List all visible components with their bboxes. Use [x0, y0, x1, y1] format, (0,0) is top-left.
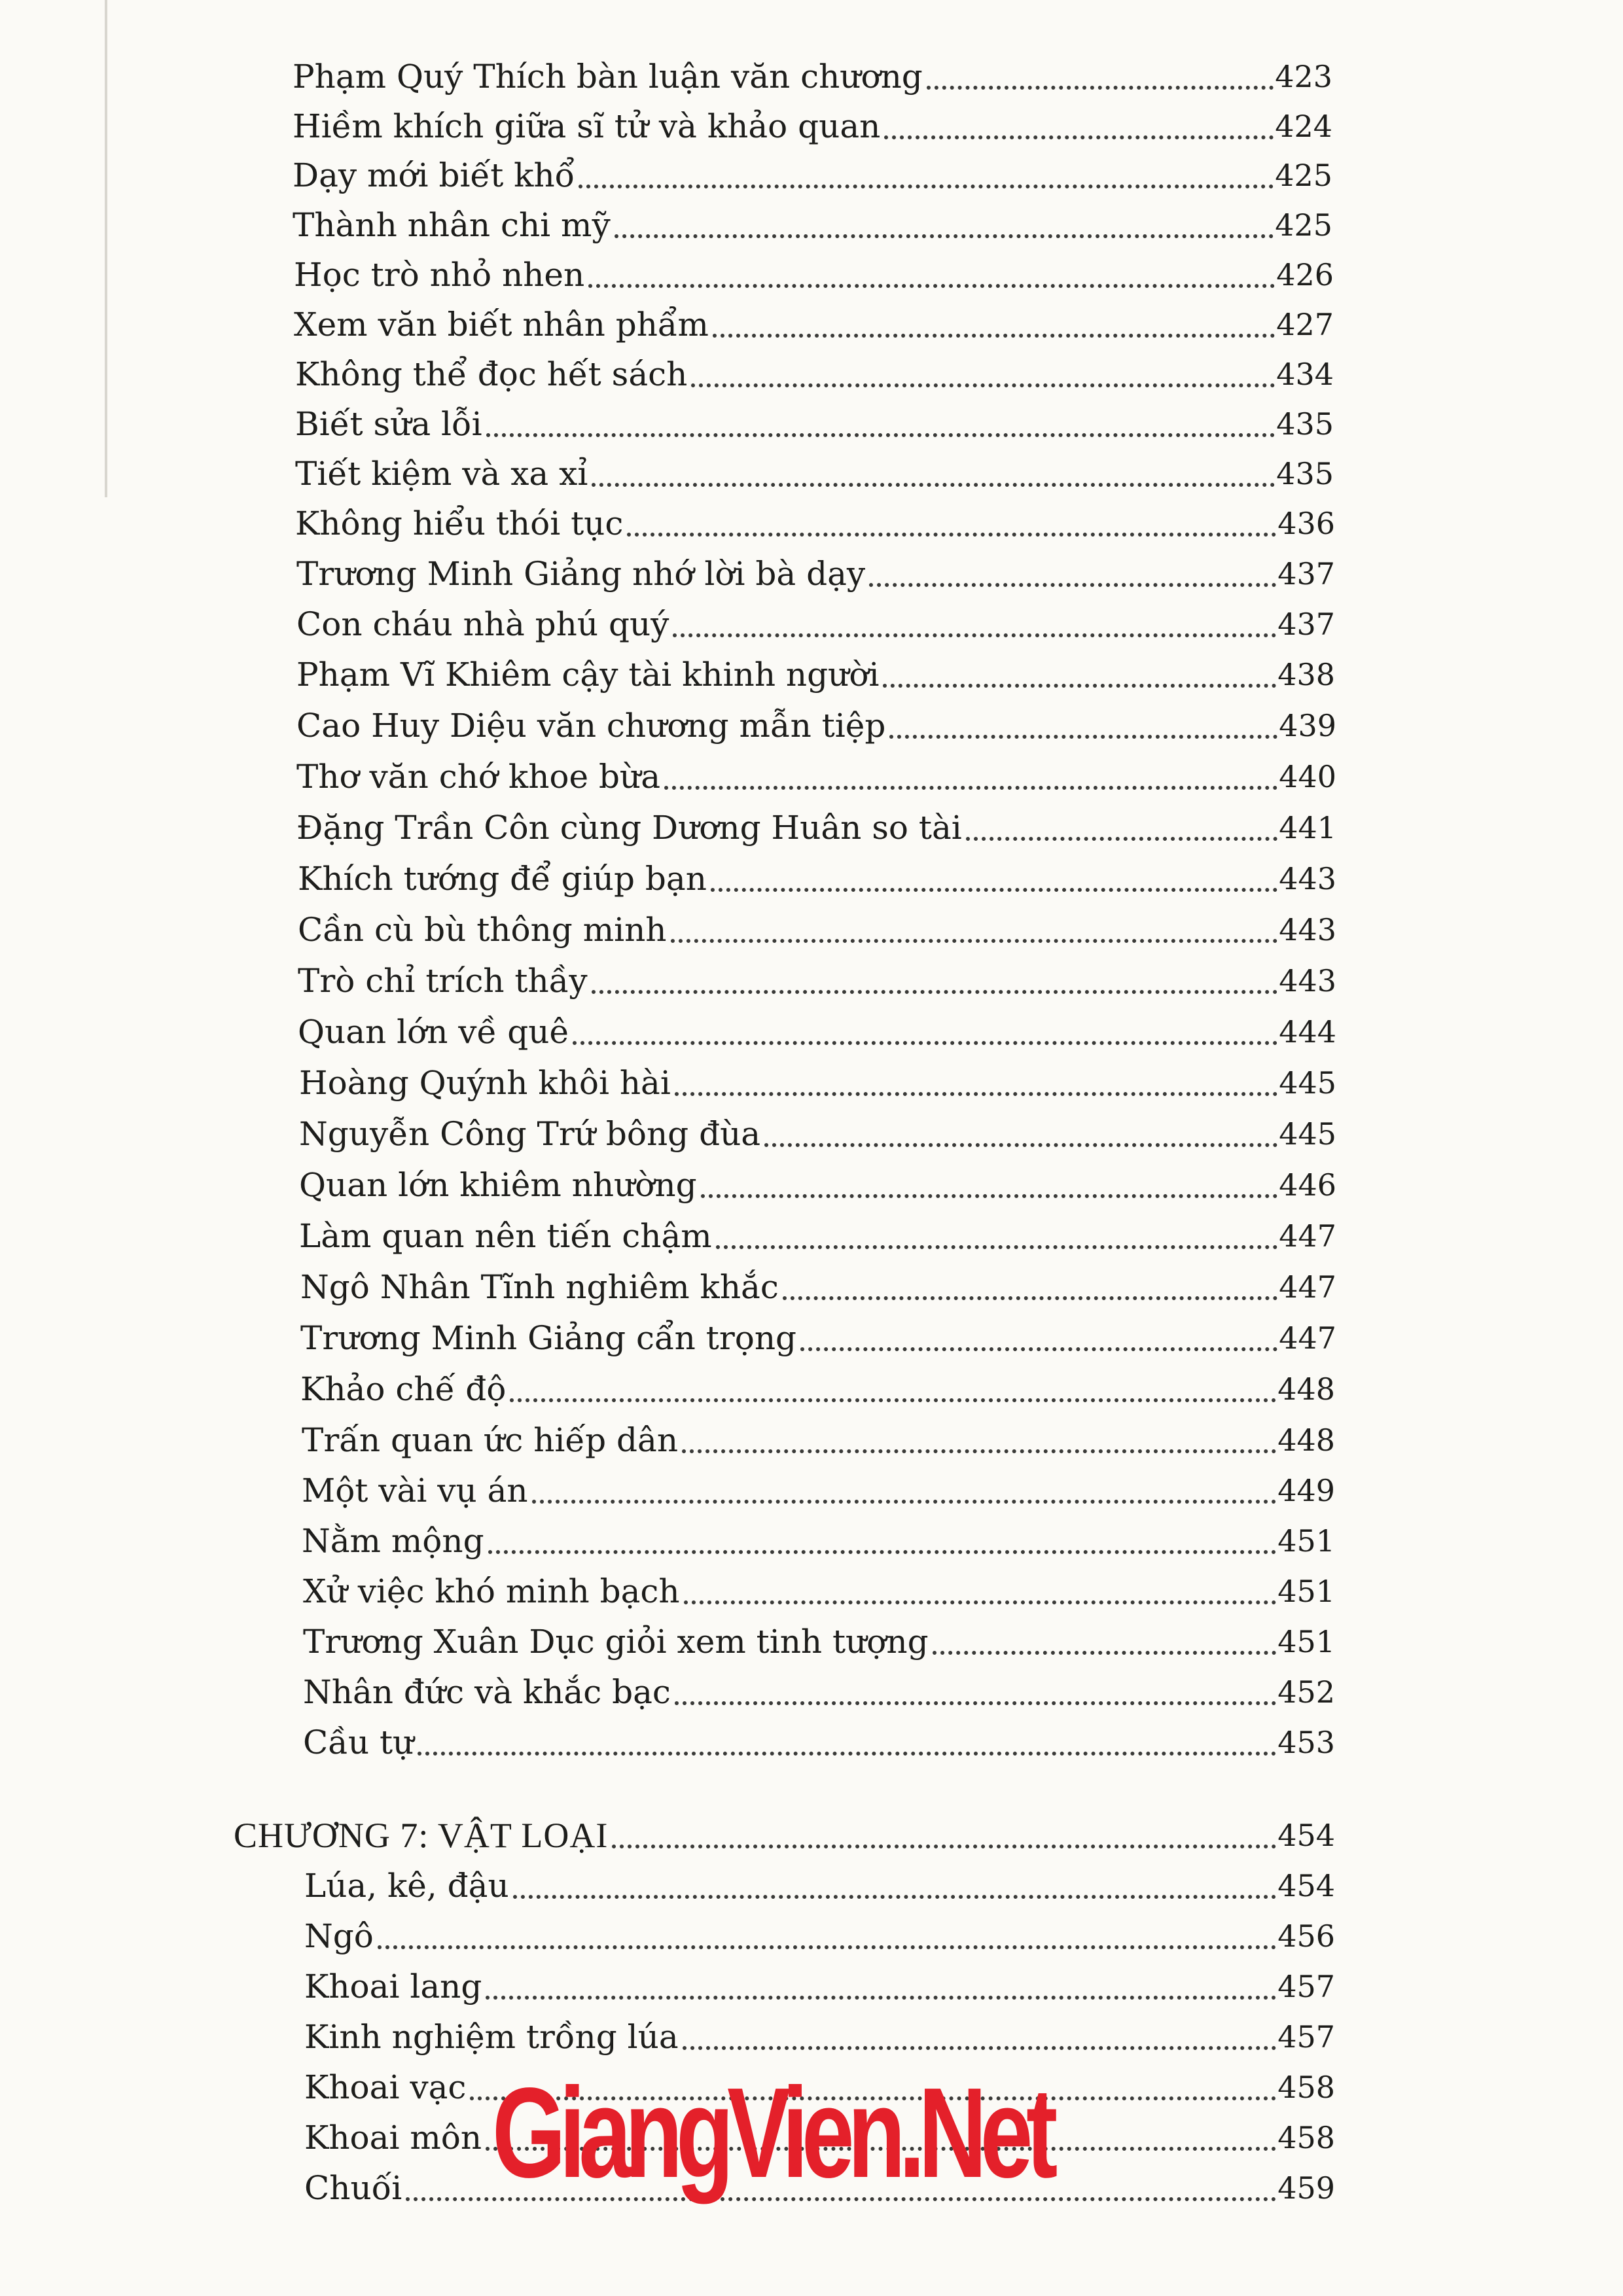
- dot-leader: [675, 1701, 1276, 1705]
- toc-entry[interactable]: [303, 1617, 1335, 1667]
- toc-entry-page: 444: [1279, 1014, 1336, 1050]
- toc-entry-title: Xử việc khó minh bạch: [303, 1572, 680, 1610]
- toc-entry-title: Đặng Trần Côn cùng Dương Huân so tài: [296, 809, 962, 847]
- toc-entry-title: Khảo chế độ: [300, 1370, 507, 1408]
- toc-entry-title: Dạy mới biết khổ: [293, 156, 575, 194]
- toc-chapter-heading[interactable]: [234, 1810, 1335, 1860]
- dot-leader: [783, 1296, 1277, 1300]
- toc-entry-title: Chuối: [304, 2169, 402, 2207]
- dot-leader: [418, 1752, 1276, 1756]
- dot-leader: [612, 1845, 1276, 1848]
- toc-entry-page: 436: [1277, 506, 1335, 541]
- toc-entry[interactable]: [299, 1160, 1336, 1210]
- toc-entry-page: 437: [1277, 556, 1335, 592]
- dot-leader: [684, 1600, 1277, 1604]
- dot-leader: [592, 990, 1278, 994]
- toc-entry-page: 435: [1276, 406, 1334, 442]
- toc-entry-title: Nằm mộng: [302, 1522, 484, 1560]
- toc-entry[interactable]: [298, 905, 1336, 955]
- toc-entry-page: 437: [1277, 607, 1335, 642]
- toc-entry[interactable]: [302, 1415, 1335, 1465]
- dot-leader: [933, 1651, 1277, 1655]
- toc-entry-title: Quan lớn về quê: [298, 1013, 569, 1051]
- toc-entry-page: 451: [1277, 1624, 1335, 1659]
- dot-leader: [579, 185, 1274, 188]
- dot-leader: [488, 1550, 1277, 1554]
- toc-entry-title: Phạm Vĩ Khiêm cậy tài khinh người: [296, 656, 880, 694]
- dot-leader: [701, 1194, 1278, 1198]
- dot-leader: [486, 433, 1275, 437]
- dot-leader: [711, 888, 1277, 892]
- toc-entry[interactable]: [295, 349, 1334, 399]
- toc-entry-title: Cao Huy Diệu văn chương mẫn tiệp: [296, 707, 886, 745]
- toc-entry-title: Ngô Nhân Tĩnh nghiêm khắc: [300, 1268, 779, 1306]
- chapter-page: 454: [1277, 1818, 1335, 1853]
- toc-entry-page: 448: [1277, 1371, 1335, 1407]
- toc-entry[interactable]: [293, 150, 1332, 200]
- toc-entry-page: 443: [1279, 963, 1336, 998]
- toc-entry-title: Nguyễn Công Trứ bông đùa: [299, 1115, 761, 1153]
- toc-entry-page: 435: [1276, 456, 1334, 491]
- toc-entry[interactable]: [295, 399, 1334, 449]
- toc-entry[interactable]: [299, 1211, 1336, 1261]
- dot-leader: [532, 1500, 1277, 1504]
- toc-entry[interactable]: [300, 1313, 1336, 1363]
- toc-entry-title: Phạm Quý Thích bàn luận văn chương: [293, 58, 923, 96]
- dot-leader: [573, 1041, 1277, 1045]
- toc-entry[interactable]: [298, 854, 1336, 904]
- toc-entry-title: Học trò nhỏ nhen: [294, 256, 585, 294]
- toc-entry-title: Trương Xuân Dục giỏi xem tinh tượng: [303, 1623, 929, 1661]
- toc-entry-title: Làm quan nên tiến chậm: [299, 1217, 712, 1255]
- toc-entry-title: Thành nhân chi mỹ: [293, 206, 611, 244]
- dot-leader: [713, 334, 1275, 338]
- toc-entry-title: Cầu tự: [303, 1723, 414, 1761]
- dot-leader: [691, 383, 1275, 387]
- dot-leader: [927, 86, 1274, 90]
- toc-entry[interactable]: [296, 599, 1335, 649]
- dot-leader: [513, 1895, 1276, 1899]
- toc-entry-page: 453: [1277, 1725, 1335, 1760]
- toc-entry[interactable]: [293, 200, 1332, 250]
- dot-leader: [627, 533, 1276, 537]
- toc-entry-title: Xem văn biết nhân phẩm: [294, 306, 709, 344]
- toc-entry[interactable]: [303, 1718, 1335, 1767]
- dot-leader: [664, 786, 1277, 790]
- watermark-text: GiangVien.Net: [492, 2061, 1051, 2204]
- toc-entry-page: 443: [1279, 912, 1336, 947]
- dot-leader: [869, 583, 1276, 587]
- toc-entry[interactable]: [304, 2012, 1335, 2062]
- toc-entry[interactable]: [296, 803, 1336, 853]
- toc-entry[interactable]: [299, 1058, 1336, 1108]
- toc-entry[interactable]: [304, 1962, 1335, 2011]
- toc-entry-title: Khích tướng để giúp bạn: [298, 860, 707, 898]
- toc-entry-page: 458: [1277, 2070, 1335, 2105]
- toc-entry-page: 458: [1277, 2120, 1335, 2155]
- toc-entry-title: Hoàng Quýnh khôi hài: [299, 1064, 671, 1102]
- toc-entry-page: 445: [1279, 1116, 1336, 1152]
- dot-leader: [683, 2046, 1277, 2050]
- dot-leader: [671, 939, 1278, 943]
- toc-entry-title: Ngô: [304, 1917, 374, 1955]
- dot-leader: [884, 135, 1274, 139]
- toc-entry-title: Nhân đức và khắc bạc: [303, 1673, 671, 1711]
- toc-entry-page: 448: [1277, 1422, 1335, 1458]
- toc-entry-title: Hiềm khích giữa sĩ tử và khảo quan: [293, 107, 881, 145]
- toc-entry-title: Con cháu nhà phú quý: [296, 605, 669, 643]
- toc-entry-page: 451: [1277, 1523, 1335, 1559]
- toc-entry-page: 434: [1276, 357, 1334, 392]
- dot-leader: [510, 1398, 1276, 1402]
- toc-entry-title: Quan lớn khiêm nhường: [299, 1166, 697, 1204]
- toc-entry-title: Biết sửa lỗi: [295, 405, 482, 443]
- toc-entry-page: 459: [1277, 2170, 1335, 2206]
- toc-entry-page: 447: [1279, 1218, 1336, 1254]
- dot-leader: [716, 1245, 1277, 1249]
- toc-entry-title: Lúa, kê, đậu: [304, 1867, 509, 1905]
- toc-entry[interactable]: [298, 1007, 1336, 1057]
- toc-entry[interactable]: [303, 1667, 1335, 1717]
- dot-leader: [966, 837, 1277, 841]
- toc-entry-title: Cần cù bù thông minh: [298, 911, 667, 949]
- toc-entry[interactable]: [296, 752, 1336, 802]
- toc-entry-title: Khoai vạc: [304, 2068, 467, 2106]
- toc-entry-page: 447: [1279, 1269, 1336, 1305]
- toc-entry-page: 446: [1279, 1167, 1336, 1203]
- toc-entry[interactable]: [304, 1861, 1335, 1911]
- toc-entry-page: 445: [1279, 1065, 1336, 1101]
- toc-entry-title: Trương Minh Giảng cẩn trọng: [300, 1319, 797, 1357]
- toc-entry[interactable]: [302, 1516, 1335, 1566]
- toc-entry-page: 452: [1277, 1674, 1335, 1710]
- toc-entry[interactable]: [300, 1262, 1336, 1312]
- dot-leader: [592, 483, 1275, 487]
- toc-entry[interactable]: [294, 300, 1334, 349]
- toc-entry[interactable]: [302, 1466, 1335, 1515]
- toc-entry[interactable]: [293, 101, 1332, 151]
- toc-entry-title: Kinh nghiệm trồng lúa: [304, 2018, 679, 2056]
- toc-entry[interactable]: [296, 701, 1336, 751]
- dot-leader: [486, 1996, 1276, 2000]
- dot-leader: [675, 1092, 1277, 1096]
- toc-entry-page: 427: [1276, 307, 1334, 342]
- dot-leader: [378, 1945, 1276, 1949]
- toc-entry[interactable]: [304, 1911, 1335, 1961]
- toc-entry-title: Khoai lang: [304, 1968, 482, 2005]
- dot-leader: [800, 1347, 1277, 1351]
- toc-entry-page: 426: [1276, 257, 1334, 292]
- dot-leader: [883, 684, 1276, 688]
- toc-entry[interactable]: [294, 250, 1334, 300]
- toc-entry-page: 457: [1277, 1969, 1335, 2004]
- toc-entry[interactable]: [295, 449, 1334, 499]
- toc-entry[interactable]: [300, 1364, 1335, 1414]
- toc-entry-title: Trò chỉ trích thầy: [298, 962, 588, 1000]
- toc-entry-page: 423: [1275, 59, 1332, 94]
- toc-entry-page: 425: [1275, 207, 1332, 243]
- toc-entry-page: 451: [1277, 1574, 1335, 1609]
- dot-leader: [615, 234, 1274, 238]
- dot-leader: [889, 735, 1277, 739]
- toc-entry-page: 457: [1277, 2019, 1335, 2055]
- toc-entry-title: Trương Minh Giảng nhớ lời bà dạy: [296, 555, 866, 593]
- toc-entry-page: 449: [1277, 1473, 1335, 1508]
- dot-leader: [588, 284, 1275, 288]
- toc-entry-page: 454: [1277, 1868, 1335, 1903]
- chapter-title: CHƯƠNG 7: VẬT LOẠI: [234, 1816, 609, 1855]
- dot-leader: [673, 633, 1276, 637]
- dot-leader: [682, 1449, 1276, 1453]
- toc-entry-title: Trấn quan ức hiếp dân: [302, 1421, 679, 1459]
- toc-entry-page: 438: [1277, 657, 1335, 692]
- toc-entry[interactable]: [303, 1566, 1335, 1616]
- toc-entry-title: Không thể đọc hết sách: [295, 355, 688, 393]
- toc-entry-title: Không hiểu thói tục: [295, 504, 624, 542]
- toc-entry-page: 447: [1279, 1320, 1336, 1356]
- toc-entry-page: 439: [1279, 708, 1336, 743]
- toc-entry-page: 456: [1277, 1918, 1335, 1954]
- toc-entry[interactable]: [299, 1109, 1336, 1159]
- toc-entry-title: Khoai môn: [304, 2119, 482, 2157]
- toc-entry-title: Tiết kiệm và xa xỉ: [295, 455, 588, 493]
- toc-entry[interactable]: [298, 956, 1336, 1006]
- toc-entry-page: 425: [1275, 158, 1332, 193]
- toc-entry-title: Thơ văn chớ khoe bừa: [296, 758, 661, 796]
- toc-entry-title: Một vài vụ án: [302, 1472, 528, 1510]
- toc-entry[interactable]: [296, 549, 1335, 599]
- dot-leader: [764, 1143, 1277, 1147]
- toc-entry-page: 443: [1279, 861, 1336, 896]
- toc-entry[interactable]: [293, 52, 1332, 101]
- toc-entry[interactable]: [295, 499, 1335, 548]
- toc-entry-page: 440: [1279, 759, 1336, 794]
- toc-entry[interactable]: [296, 650, 1335, 699]
- toc-entry-page: 441: [1279, 810, 1336, 845]
- toc-entry-page: 424: [1275, 109, 1332, 144]
